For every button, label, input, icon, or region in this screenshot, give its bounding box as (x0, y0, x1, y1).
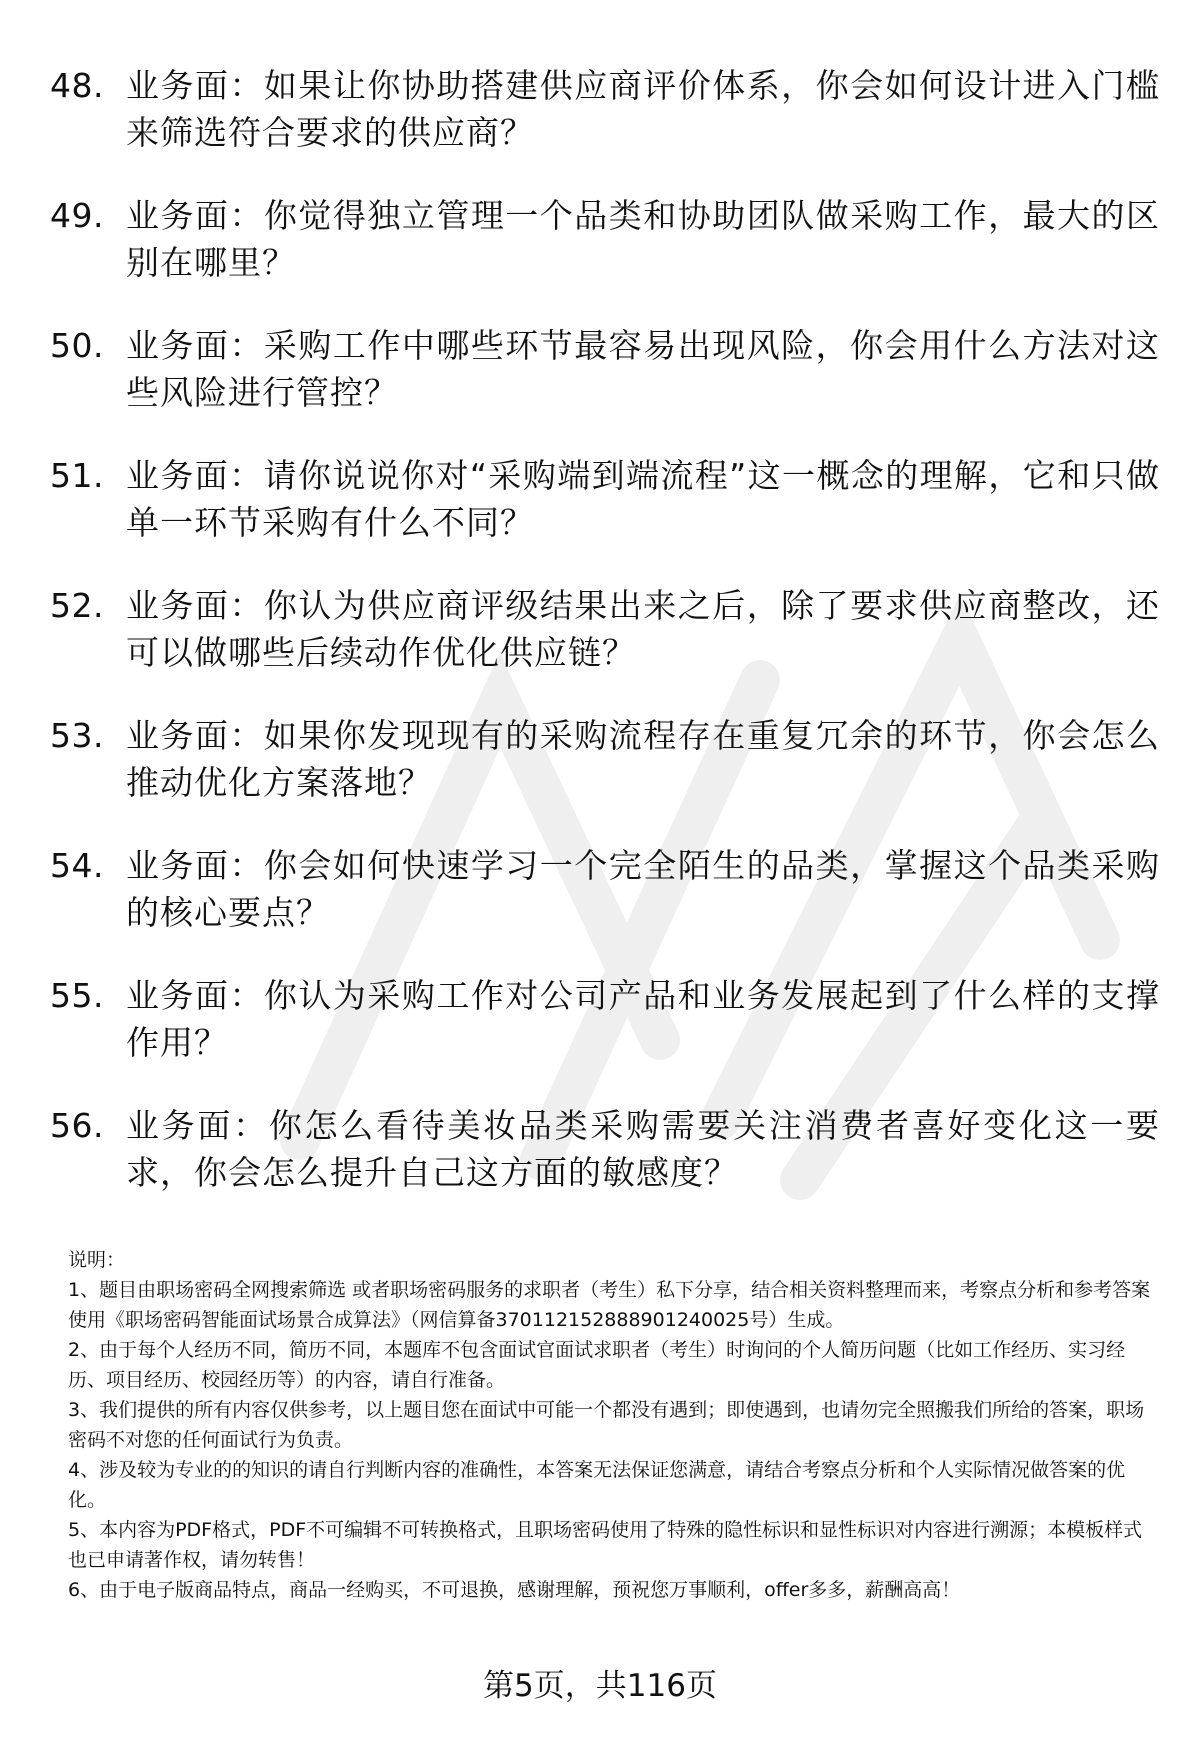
question-item (50, 192, 1160, 322)
question-text: 业务面：你觉得独立管理一个品类和协助团队做采购工作，最大的区别在哪里？ (126, 196, 1160, 282)
question-number: 51. (50, 456, 104, 495)
question-item (50, 972, 1160, 1102)
notes-heading: 说明： (68, 1249, 126, 1271)
question-text: 业务面：你会如何快速学习一个完全陌生的品类，掌握这个品类采购的核心要点？ (126, 846, 1160, 932)
note-item: 2、由于每个人经历不同，简历不同，本题库不包含面试官面试求职者（考生）时询问的个人简历问题（比如工作经历、实习经历、项目经历、校园经历等）的内容，请自行准备。 (68, 1339, 1126, 1391)
question-text: 业务面：采购工作中哪些环节最容易出现风险，你会用什么方法对这些风险进行管控？ (126, 326, 1160, 412)
question-text: 业务面：你怎么看待美妆品类采购需要关注消费者喜好变化这一要求，你会怎么提升自己这方面的敏感度？ (126, 1106, 1160, 1192)
question-item (50, 712, 1160, 842)
note-item: 1、题目由职场密码全网搜索筛选 或者职场密码服务的求职者（考生）私下分享，结合相关资料整理而来，考察点分析和参考答案使用《职场密码智能面试场景合成算法》（网信算备370112152888901240025号）生成。 (68, 1279, 1151, 1331)
note-item: 5、本内容为PDF格式，PDF不可编辑不可转换格式，且职场密码使用了特殊的隐性标识和显性标识对内容进行溯源；本模板样式也已申请著作权，请勿转售！ (68, 1519, 1143, 1571)
question-item (50, 582, 1160, 712)
question-item (50, 322, 1160, 452)
question-number: 49. (50, 196, 104, 235)
question-item (50, 452, 1160, 582)
question-number: 48. (50, 66, 104, 105)
question-number: 52. (50, 586, 104, 625)
question-number: 54. (50, 846, 104, 885)
question-list (50, 62, 1160, 1232)
question-text: 业务面：你认为供应商评级结果出来之后，除了要求供应商整改，还可以做哪些后续动作优化供应链？ (126, 586, 1160, 672)
question-number: 55. (50, 976, 104, 1015)
question-text: 业务面：你认为采购工作对公司产品和业务发展起到了什么样的支撑作用？ (126, 976, 1160, 1062)
question-item (50, 1102, 1160, 1232)
question-item (50, 842, 1160, 972)
question-number: 56. (50, 1106, 104, 1145)
page-number: 第5页，共116页 (483, 1668, 717, 1704)
question-item (50, 62, 1160, 192)
question-text: 业务面：如果你发现现有的采购流程存在重复冗余的环节，你会怎么推动优化方案落地？ (126, 716, 1160, 802)
question-number: 50. (50, 326, 104, 365)
note-item: 4、涉及较为专业的的知识的请自行判断内容的准确性，本答案无法保证您满意，请结合考察点分析和个人实际情况做答案的优化。 (68, 1459, 1126, 1511)
question-text: 业务面：如果让你协助搭建供应商评价体系，你会如何设计进入门槛来筛选符合要求的供应商？ (126, 66, 1160, 152)
note-item: 3、我们提供的所有内容仅供参考，以上题目您在面试中可能一个都没有遇到；即使遇到，也请勿完全照搬我们所给的答案，职场密码不对您的任何面试行为负责。 (68, 1399, 1145, 1451)
note-item: 6、由于电子版商品特点，商品一经购买，不可退换，感谢理解，预祝您万事顺利，offer多多，薪酬高高！ (68, 1579, 961, 1601)
notes-section (68, 1245, 1158, 1605)
question-text: 业务面：请你说说你对“采购端到端流程”这一概念的理解，它和只做单一环节采购有什么不同？ (126, 456, 1160, 542)
question-number: 53. (50, 716, 104, 755)
